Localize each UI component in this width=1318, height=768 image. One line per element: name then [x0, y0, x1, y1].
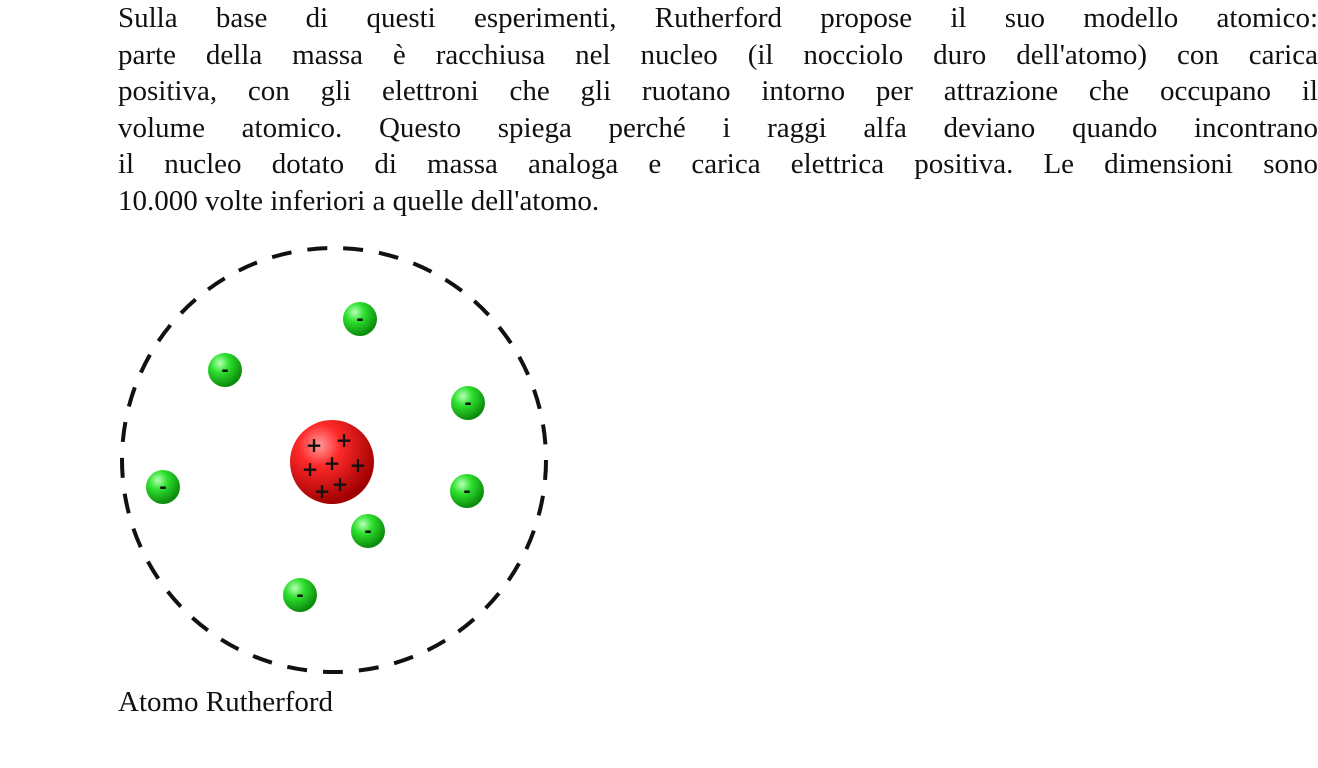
electron-minus: -: [159, 477, 167, 498]
paragraph: [118, 0, 1318, 219]
paragraph-line: volume atomico. Questo spiega perché i raggi alfa deviano quando incontrano: [118, 111, 1318, 144]
electron: [208, 353, 242, 387]
electron: [451, 386, 485, 420]
electron-minus: -: [464, 393, 472, 414]
paragraph-line: parte della massa è racchiusa nel nucleo (il nocciolo duro dell'atomo) con carica: [118, 38, 1318, 71]
electron: [343, 302, 377, 336]
electron-minus: -: [221, 360, 229, 381]
paragraph-line: positiva, con gli elettroni che gli ruotano intorno per attrazione che occupano il: [118, 75, 1318, 107]
figure-caption: Atomo Rutherford: [118, 686, 334, 718]
electron: [146, 470, 180, 504]
proton-plus: +: [313, 479, 331, 503]
paragraph-line: il nucleo dotato di massa analoga e carica elettrica positiva. Le dimensioni sono: [118, 148, 1318, 180]
proton-plus: +: [335, 428, 353, 452]
rutherford-atom-figure: [110, 240, 570, 680]
electron-minus: -: [356, 309, 364, 330]
electron: [450, 474, 484, 508]
electron-minus: -: [296, 585, 304, 606]
electron: [283, 578, 317, 612]
electron: [351, 514, 385, 548]
electron-minus: -: [364, 521, 372, 542]
paragraph-line: Sulla base di questi esperimenti, Rutherford propose il suo modello atomico:: [118, 2, 1318, 34]
atom-diagram: [110, 240, 570, 680]
proton-plus: +: [301, 457, 319, 481]
proton-plus: +: [331, 472, 349, 496]
proton-plus: +: [323, 451, 341, 475]
electron-minus: -: [463, 481, 471, 502]
proton-plus: +: [349, 453, 367, 477]
nucleus: [290, 420, 374, 504]
proton-plus: +: [305, 433, 323, 457]
paragraph-line: 10.000 volte inferiori a quelle dell'atomo.: [118, 184, 600, 217]
